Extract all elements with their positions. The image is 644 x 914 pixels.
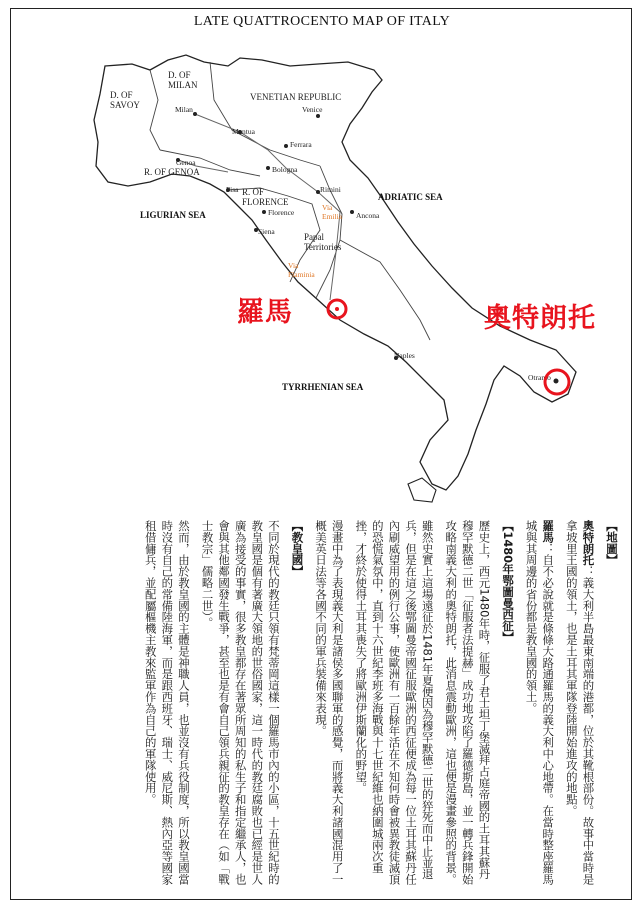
city-mantua: Mantua xyxy=(232,127,255,136)
city-otranto: Otranto xyxy=(528,373,551,382)
note-heading: 【教皇國】 xyxy=(290,520,305,577)
city-milan: Milan xyxy=(175,105,193,114)
region-papal: Papal Territories xyxy=(304,232,342,252)
city-siena: Siena xyxy=(258,227,275,236)
sea-tyrrhenian: TYRRHENIAN SEA xyxy=(282,382,364,392)
city-genoa: Genoa xyxy=(176,158,196,167)
road-via-flaminia: Via Flaminia xyxy=(288,261,315,279)
note-paragraph xyxy=(313,520,346,890)
rome-label: 羅馬 xyxy=(237,297,293,328)
note-term: 奧特朗托 xyxy=(581,520,596,566)
otranto-label: 奧特朗托 xyxy=(484,303,596,334)
note-paragraph xyxy=(142,520,192,890)
region-milan: D. OF MILAN xyxy=(168,70,198,90)
city-pisa: Pisa xyxy=(226,185,239,194)
italy-outline xyxy=(94,55,576,490)
sea-ligurian: LIGURIAN SEA xyxy=(140,210,206,220)
note-paragraph xyxy=(563,520,596,890)
map-title: LATE QUATTROCENTO MAP OF ITALY xyxy=(193,14,451,29)
note-text: 漫畫中為了表現義大利是諸侯多國聯軍的感覺，而將義大利諸國混用了一概美英日法等各國不同的軍兵裝備來表現。 xyxy=(314,520,345,885)
region-savoy: D. OF SAVOY xyxy=(110,90,140,110)
city-florence: Florence xyxy=(268,208,295,217)
city-rimini: Rimini xyxy=(320,185,341,194)
road-via-emilia: Via Emilia xyxy=(322,203,342,221)
city-ancona: Ancona xyxy=(356,211,380,220)
note-paragraph xyxy=(353,520,436,890)
note-paragraph xyxy=(199,520,282,890)
note-term: 羅馬 xyxy=(541,520,556,543)
note-text: 歷史上，西元1480年時，征服了君士坦丁堡滅拜占庭帝國的土耳其蘇丹穆罕默德二世「征服者法提赫」成功地攻陷了羅德斯島，並一轉兵鋒開始攻略南義大利的奧特朗托，此消息震動歐洲，這也便是漫畫參照的背景。 xyxy=(444,520,492,885)
sea-adriatic: ADRIATIC SEA xyxy=(378,192,443,202)
note-paragraph xyxy=(523,520,556,890)
city-venice: Venice xyxy=(302,105,323,114)
note-text: 雖然史實上這場遠征於1481年夏便因為穆罕默德二世的猝死而中止並退兵，但是在這之後鄂圖曼帝國征服歐洲的西征便成為每一位土耳其蘇丹任內刷威望用的例行公事，使歐洲有一百餘年活在不知何時會被異教徒滅頂的恐慌氣氛中，直到十六世紀李班多海戰與十七世紀維也納圍城兩次重挫，才終於使得土耳其喪失了將歐洲伊斯蘭化的野望。 xyxy=(354,520,435,885)
city-naples: Naples xyxy=(394,351,415,360)
note-text: 不同於現代的教廷只領有梵蒂岡這樣一個羅馬市內的小區，十五世紀時的教皇國是個有著廣大領地的世俗國家，這一時代的教廷腐敗也已經是世人廣為接受的事實，很多教皇都存在著眾所周知的私生子和指定繼承人，也會與其他鄰國發生戰爭，甚至也是有會自己領兵親征的教皇存在（如「戰士教宗」儒略二世）。 xyxy=(200,520,281,885)
note-text: ：自不必說就是條條大路通羅馬的義大利中心地帶。在當時整座羅馬城與其周邊的省份都是教皇國的領土。 xyxy=(524,520,556,885)
region-florence: R. OF FLORENCE xyxy=(242,187,289,207)
note-heading: 【地圖】 xyxy=(605,520,619,566)
note-heading: 【1480年鄂圖曼西征】 xyxy=(501,520,516,643)
city-ferrara: Ferrara xyxy=(290,140,312,149)
note-text: ：義大利半島最東南端的港都，位於其靴根部份。故事中當時是拿坡里王國的領土，也是土耳其軍隊登陸開始進攻的地點。 xyxy=(564,520,596,885)
city-bologna: Bologna xyxy=(272,165,298,174)
notes-column xyxy=(135,520,620,890)
note-text: 然而，由於教皇國的主體是神職人員，也並沒有兵役制度，所以教皇國當時沒有自己的常備陸海軍，而是跟西班牙、瑞士、威尼斯、熱內亞等國家租借傭兵，並配屬樞機主教來監軍作為自己的軍隊使用。 xyxy=(143,520,191,885)
region-venetian: VENETIAN REPUBLIC xyxy=(250,92,342,102)
region-genoa: R. OF GENOA xyxy=(144,167,200,177)
note-paragraph xyxy=(443,520,493,890)
